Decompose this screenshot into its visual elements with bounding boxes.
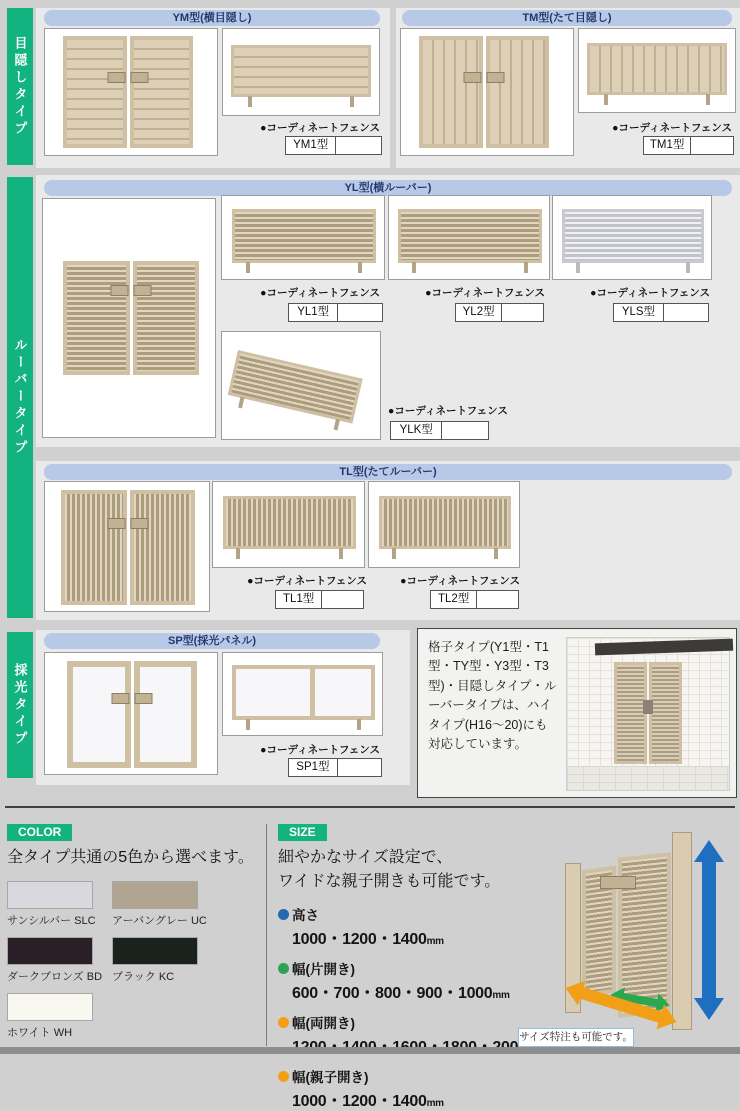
custom-size-note: サイズ特注も可能です。: [518, 1028, 634, 1047]
swatch-label: ブラック KC: [112, 970, 175, 983]
hi-type-gate-photo: [566, 637, 730, 791]
color-swatch-item: [112, 937, 198, 984]
panel-sp-header: SP型(採光パネル): [44, 633, 380, 649]
blank-cell: [442, 422, 488, 439]
blank-cell: [477, 591, 518, 608]
panel-tl: [36, 461, 740, 620]
width-double-bullet-icon: [278, 1017, 289, 1028]
swatch-label: アーバングレー UC: [112, 914, 207, 927]
gate-door: [419, 36, 483, 148]
blank-cell: [691, 137, 733, 154]
panel-tm-header: TM型(たて目隠し): [402, 10, 732, 26]
yl2-fence-image: [388, 195, 550, 280]
tm-gate-image: [400, 28, 574, 156]
gate-post: [672, 832, 692, 1030]
type-name-cell: YM1型: [286, 137, 336, 154]
spec-label-text: 幅(片開き): [292, 962, 355, 978]
type-name-cell: TM1型: [644, 137, 691, 154]
spec-values: 1000・1200・1400: [292, 1093, 427, 1111]
gate-door: [67, 661, 131, 768]
spec-label-text: 幅(親子開き): [292, 1070, 369, 1086]
sp-fence-image: [222, 652, 383, 736]
color-swatch-item: [112, 881, 207, 928]
side-tab-label: 採光タイプ: [12, 662, 28, 748]
column-divider: [266, 824, 267, 1046]
size-section: [278, 823, 523, 1111]
swatch-label: サンシルバー SLC: [7, 914, 96, 927]
yl-gate-drawing: [63, 261, 199, 375]
tl-gate-image: [44, 481, 210, 612]
fence-series-label: ●コーディネートフェンス: [260, 744, 380, 756]
spec-values: 1000・1200・1400: [292, 931, 427, 949]
gate-door: [130, 490, 196, 605]
spec-unit: mm: [426, 1098, 444, 1110]
type-name-box: [288, 303, 383, 322]
height-bullet-icon: [278, 909, 289, 920]
size-badge: SIZE: [278, 824, 327, 841]
fence-series-label: ●コーディネートフェンス: [388, 405, 508, 417]
swatch-urban-gray: [112, 881, 198, 909]
blank-cell: [338, 759, 381, 776]
panel-tm: [396, 8, 740, 168]
gate-door: [133, 261, 200, 375]
type-name-box: [288, 758, 382, 777]
photo-lintel: [595, 639, 733, 656]
spec-label-text: 幅(両開き): [292, 1016, 355, 1032]
tl2-fence-image: [368, 481, 520, 568]
color-swatch-grid: [7, 881, 263, 1040]
gate-handle: [111, 285, 152, 296]
spec-width-parent-child: [278, 1066, 523, 1111]
gate-handle: [108, 518, 149, 529]
swatch-sun-silver: [7, 881, 93, 909]
spec-width-single: [278, 958, 523, 1003]
type-name-box: [643, 136, 734, 155]
color-swatch-item: [7, 937, 103, 984]
swatch-label: ダークブロンズ BD: [7, 970, 103, 983]
side-tab-privacy: [7, 8, 33, 165]
type-name-cell: SP1型: [289, 759, 338, 776]
gate-door: [486, 36, 550, 148]
fence-series-label: ●コーディネートフェンス: [425, 287, 545, 299]
sp-gate-image: [44, 652, 218, 775]
swatch-label: ホワイト WH: [7, 1026, 73, 1039]
type-name-cell: TL2型: [431, 591, 477, 608]
gate-door: [130, 36, 194, 148]
spec-height: [278, 904, 523, 949]
color-swatch-item: [7, 993, 93, 1040]
tl1-fence-image: [212, 481, 365, 568]
height-arrow-icon: [694, 840, 724, 1020]
page-bottom-strip: [0, 1047, 740, 1054]
type-name-box: [613, 303, 709, 322]
type-name-cell: YLK型: [391, 422, 442, 439]
ylk-fence-image: [221, 331, 381, 440]
spec-values: 600・700・800・900・1000: [292, 985, 493, 1003]
panel-yl-header: YL型(横ルーバー): [44, 180, 732, 196]
ylk-slope-fence-drawing: [228, 350, 363, 424]
type-name-box: [275, 590, 364, 609]
gate-door: [134, 661, 198, 768]
color-swatch-item: [7, 881, 96, 928]
gate-handle: [112, 693, 153, 704]
gate-door: [61, 490, 127, 605]
width-parent-child-bullet-icon: [278, 1071, 289, 1082]
type-name-cell: YLS型: [614, 304, 664, 321]
blank-cell: [322, 591, 363, 608]
yl1-fence-image: [221, 195, 385, 280]
blank-cell: [502, 304, 543, 321]
photo-gate-handle: [643, 700, 653, 714]
panel-ym-header: YM型(横目隠し): [44, 10, 380, 26]
type-name-box: [390, 421, 489, 440]
type-name-box: [455, 303, 544, 322]
type-name-box: [430, 590, 519, 609]
side-tab-daylight: [7, 632, 33, 778]
section-divider: [5, 806, 735, 808]
type-name-cell: YL2型: [456, 304, 502, 321]
yl-gate-image: [42, 198, 216, 438]
size-title-line1: 細やかなサイズ設定で、: [278, 849, 453, 866]
color-section: [7, 823, 263, 1040]
type-name-box: [285, 136, 382, 155]
blank-cell: [338, 304, 382, 321]
photo-floor: [567, 766, 729, 790]
fence-series-label: ●コーディネートフェンス: [260, 287, 380, 299]
gate-door: [63, 36, 127, 148]
type-name-cell: TL1型: [276, 591, 322, 608]
color-badge: COLOR: [7, 824, 72, 841]
type-name-cell: YL1型: [289, 304, 338, 321]
blank-cell: [664, 304, 708, 321]
ym-gate-image: [44, 28, 218, 156]
tm-fence-image: [578, 28, 736, 113]
tm-gate-drawing: [419, 36, 549, 148]
swatch-black: [112, 937, 198, 965]
tl-gate-drawing: [61, 490, 195, 605]
fence-series-label: ●コーディネートフェンス: [260, 122, 380, 134]
hi-type-info-text: 格子タイプ(Y1型・T1型・TY型・Y3型・T3型)・目隠しタイプ・ルーバータイプは、ハイタイプ(H16〜20)にも対応しています。: [428, 640, 557, 751]
fence-series-label: ●コーディネートフェンス: [247, 575, 367, 587]
side-tab-label: 目隠しタイプ: [12, 35, 28, 138]
yls-fence-image: [552, 195, 712, 280]
spec-label-text: 高さ: [292, 908, 319, 924]
spec-unit: mm: [492, 990, 510, 1002]
color-title: 全タイプ共通の5色から選べます。: [7, 849, 254, 866]
ym-fence-image: [222, 28, 380, 116]
hi-type-info-box: [417, 628, 737, 798]
width-single-bullet-icon: [278, 963, 289, 974]
panel-ym: [36, 8, 390, 168]
ym-fence-drawing: [231, 45, 371, 97]
panel-sp: [36, 630, 410, 785]
sp-gate-drawing: [67, 661, 197, 768]
swatch-white: [7, 993, 93, 1021]
spec-unit: mm: [426, 936, 444, 948]
gate-handle: [108, 72, 149, 83]
blank-cell: [336, 137, 381, 154]
size-title-line2: ワイドな親子開きも可能です。: [278, 872, 501, 890]
panel-tl-header: TL型(たてルーバー): [44, 464, 732, 480]
tm-fence-drawing: [587, 43, 727, 95]
panel-yl: [36, 175, 740, 447]
gate-door: [63, 261, 130, 375]
side-tab-label: ルーバータイプ: [12, 338, 28, 457]
fence-series-label: ●コーディネートフェンス: [400, 575, 520, 587]
side-tab-louver: [7, 177, 33, 618]
fence-series-label: ●コーディネートフェンス: [612, 122, 732, 134]
ym-gate-drawing: [63, 36, 193, 148]
swatch-dark-bronze: [7, 937, 93, 965]
fence-series-label: ●コーディネートフェンス: [590, 287, 710, 299]
gate-handle: [464, 72, 505, 83]
gate-handle: [600, 876, 636, 889]
